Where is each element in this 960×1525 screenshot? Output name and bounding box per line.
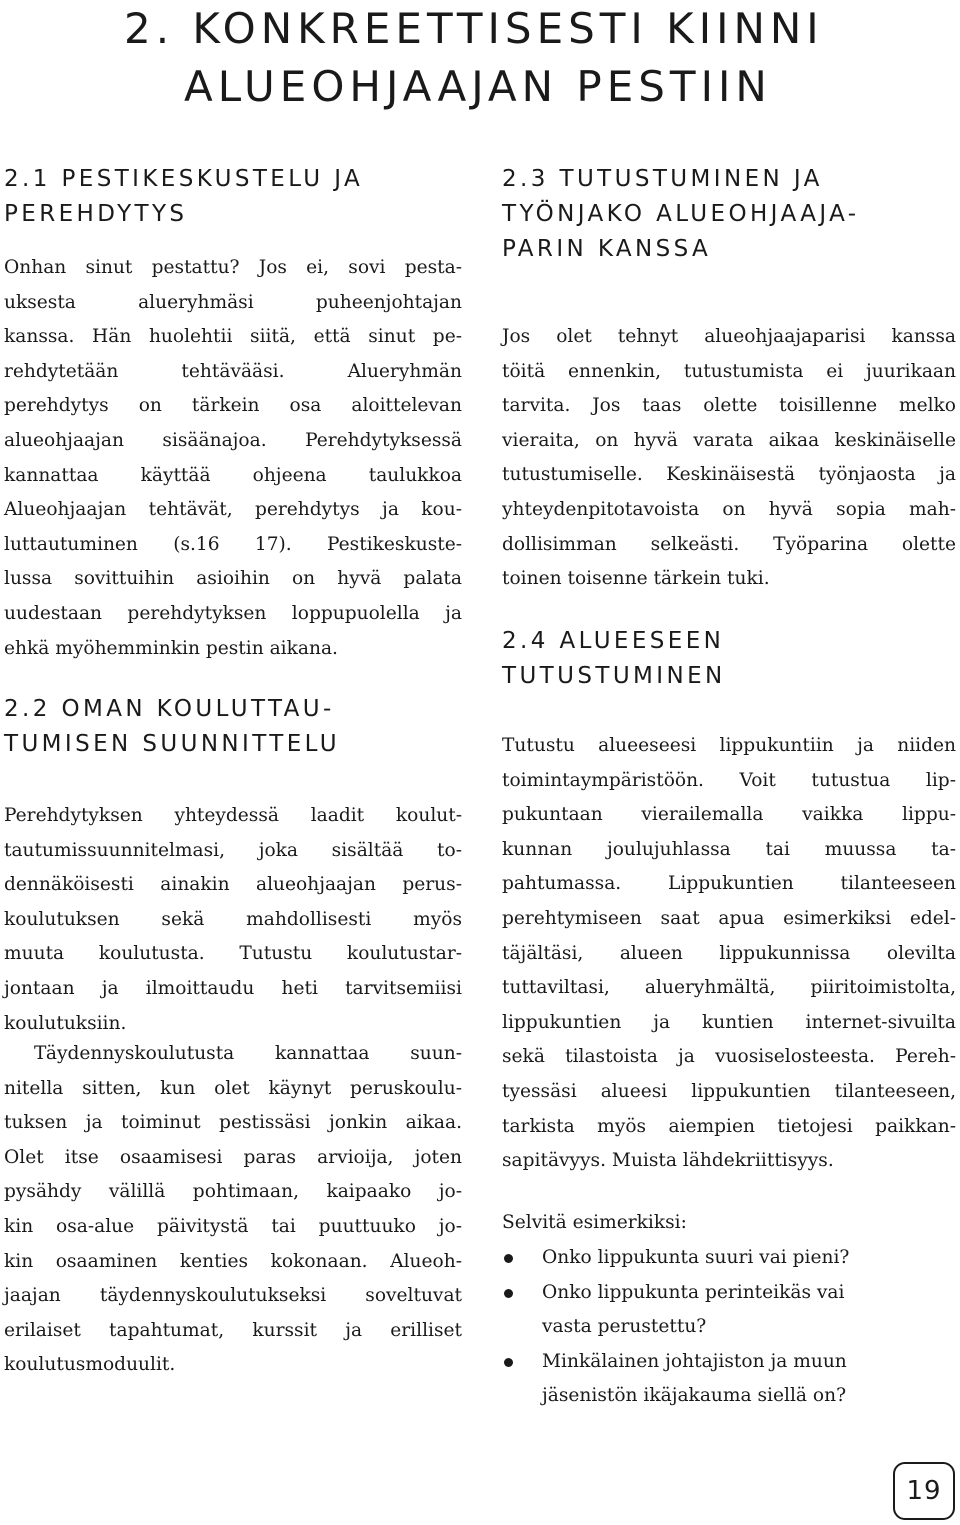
section-2-2-heading-line-2: TUMISEN SUUNNITTELU [4,731,340,757]
section-2-3-heading-line-2: TYÖNJAKO ALUEOHJAAJA- [502,201,860,227]
body-line: yhteydenpitotavoista on hyvä sopia mah- [502,498,956,520]
body-line: perehdytys on tärkein osa aloittelevan [4,395,462,417]
body-line: tutustumiselle. Keskinäisestä työnjaosta ja [502,464,956,486]
body-line: tautumissuunnitelmasi, joka sisältää to- [4,839,462,861]
section-2-1-heading [4,162,363,232]
bullet-icon [504,1254,513,1263]
list-item [502,1276,956,1345]
chapter-title [124,0,944,116]
section-2-4-heading-line-1: 2.4 ALUEESEEN [502,628,725,654]
list-item-line-2: jäsenistön ikäjakauma siellä on? [542,1385,847,1407]
list-intro [502,1206,956,1241]
section-2-3-heading [502,162,859,267]
bullet-icon [504,1289,513,1298]
body-line: lussa sovittuihin asioihin on hyvä palata [4,568,462,590]
chapter-title-line-1: 2. KONKREETTISESTI KIINNI [124,4,824,53]
body-line: sapitävyys. Muista lähdekriittisyys. [502,1150,834,1172]
section-2-3-heading-line-3: PARIN KANSSA [502,236,712,262]
body-line: töitä ennenkin, tutustumista ei juurikaan [502,360,956,382]
body-line: jaajan täydennyskoulutukseksi soveltuvat [4,1285,462,1307]
list-intro-text: Selvitä esimerkiksi: [502,1212,687,1233]
body-line: rehdytetään tehtävääsi. Alueryhmän [4,360,462,382]
section-2-2-paragraph-1 [4,799,462,1041]
body-line: jontaan ja ilmoittaudu heti tarvitsemiisi [4,977,462,999]
body-line: Täydennyskoulutusta kannattaa suun- [34,1043,462,1064]
body-line: Perehdytyksen yhteydessä laadit koulut- [4,805,462,826]
body-line: pysähdy välillä pohtimaan, kaipaako jo- [4,1181,462,1203]
body-line: kannattaa käyttää ohjeena taulukkoa [4,464,462,486]
list-item [502,1241,956,1276]
body-line: perehtymiseen saat apua esimerkiksi edel- [502,907,956,929]
list-item [502,1345,956,1414]
body-line: dennäköisesti ainakin alueohjaajan perus- [4,874,462,896]
section-2-4-body [502,729,956,1179]
body-line: sekä tilastoista ja vuosiselosteesta. Pereh- [502,1046,956,1068]
body-line: luttautuminen (s.16 17). Pestikeskuste- [4,533,462,555]
bullet-icon [504,1358,513,1367]
body-line: alueohjaajan sisäänajoa. Perehdytyksessä [4,429,462,451]
section-2-2-heading-line-1: 2.2 OMAN KOULUTTAU- [4,696,335,722]
body-line: toimintaympäristöön. Voit tutustua lip- [502,769,956,791]
body-line: Alueohjaajan tehtävät, perehdytys ja kou- [4,499,462,521]
body-line: tuksen ja toiminut pestissäsi jonkin aikaa. [4,1112,462,1134]
body-line: lippukuntien ja kuntien internet-sivuilta [502,1011,956,1033]
section-2-3-heading-line-1: 2.3 TUTUSTUMINEN JA [502,166,823,192]
body-line: tarvita. Jos taas olette toisillenne melko [502,395,956,417]
body-line: dollisimman selkeästi. Työparina olette [502,533,956,555]
body-line: koulutuksen sekä mahdollisesti myös [4,908,462,930]
list-item-line-1: Onko lippukunta perinteikäs vai [542,1281,845,1303]
body-line: kunnan joulujuhlassa tai muussa ta- [502,838,956,860]
section-2-1-body [4,251,462,666]
list-item-line-1: Onko lippukunta suuri vai pieni? [542,1247,850,1268]
body-line: uksesta alueryhmäsi puheenjohtajan [4,291,462,313]
body-line: pukuntaan vierailemalla vaikka lippu- [502,804,956,826]
body-line: tarkista myös aiempien tietojesi paikkan- [502,1115,956,1137]
body-line: erilaiset tapahtumat, kurssit ja erilliset [4,1319,462,1341]
list-item-line-1: Minkälainen johtajiston ja muun [542,1350,847,1372]
body-line: kin osaaminen kenties kokonaan. Alueoh- [4,1250,462,1272]
section-2-2-paragraph-2 [4,1037,462,1383]
section-2-4-heading [502,624,726,694]
section-2-3-body [502,320,956,597]
body-line: Olet itse osaamisesi paras arvioija, joten [4,1146,462,1168]
body-line: Onhan sinut pestattu? Jos ei, sovi pesta- [4,257,462,278]
body-line: koulutuksiin. [4,1012,127,1034]
body-line: Jos olet tehnyt alueohjaajaparisi kanssa [502,326,956,347]
body-line: kin osa-alue päivitystä tai puuttuuko jo- [4,1215,462,1237]
body-line: toinen toisenne tärkein tuki. [502,568,770,590]
body-line: koulutusmoduulit. [4,1354,176,1376]
body-line: pahtumassa. Lippukuntien tilanteeseen [502,873,956,895]
section-2-1-heading-line-2: PEREHDYTYS [4,201,188,227]
body-line: nitella sitten, kun olet käynyt peruskoulu- [4,1077,462,1099]
body-line: täjältäsi, alueen lippukunnissa olevilta [502,942,956,964]
body-line: kanssa. Hän huolehtii siitä, että sinut pe- [4,326,462,348]
body-line: vieraita, on hyvä varata aikaa keskinäiselle [502,429,956,451]
section-2-1-heading-line-1: 2.1 PESTIKESKUSTELU JA [4,166,364,192]
example-questions-list [502,1241,956,1414]
body-line: tyessäsi alueesi lippukuntien tilanteeseen, [502,1080,956,1102]
page-number: 19 [893,1462,955,1520]
body-line: Tutustu alueeseesi lippukuntiin ja niiden [502,735,956,756]
section-2-4-heading-line-2: TUTUSTUMINEN [502,663,726,689]
body-line: ehkä myöhemminkin pestin aikana. [4,637,338,659]
body-line: tuttaviltasi, alueryhmältä, piiritoimistolta, [502,977,956,999]
chapter-title-line-2: ALUEOHJAAJAN PESTIIN [184,62,772,111]
section-2-2-heading [4,692,340,762]
list-item-line-2: vasta perustettu? [542,1316,707,1338]
body-line: uudestaan perehdytyksen loppupuolella ja [4,602,462,624]
body-line: muuta koulutusta. Tutustu koulutustar- [4,943,462,965]
